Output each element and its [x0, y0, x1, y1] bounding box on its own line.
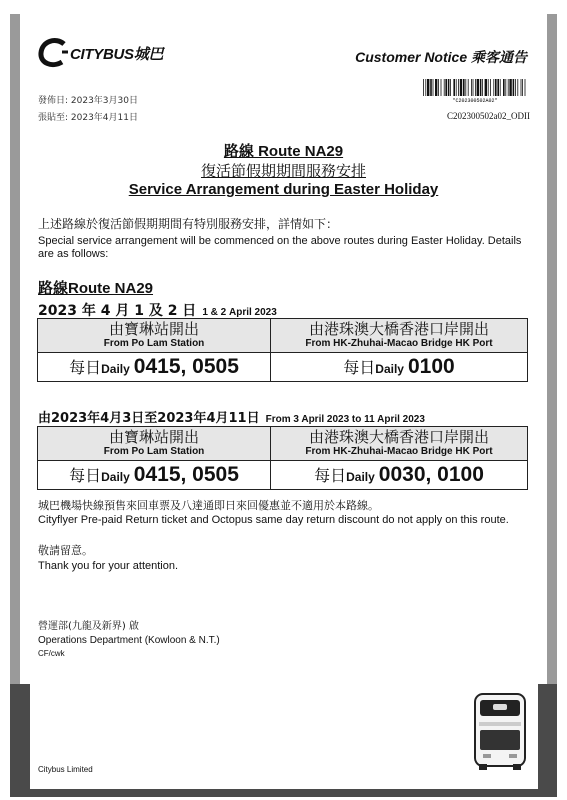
barcode-bar: [465, 79, 466, 96]
schedule-1-col2-header: 由港珠澳大橋香港口岸開出 From HK-Zhuhai-Macao Bridge HK Port: [271, 319, 528, 353]
barcode-bar: [425, 79, 426, 96]
barcode-bar: [458, 79, 459, 96]
post-until-date: 張貼至: 2023年4月11日: [38, 113, 138, 123]
schedule-1-table: [37, 318, 528, 382]
barcode-bar: [438, 79, 439, 96]
schedule-1-col2-times: 每日Daily 0100: [271, 353, 528, 382]
barcode-bar: [522, 79, 523, 96]
barcode-bar: [488, 79, 489, 96]
barcode-text: *C202300502A02*: [452, 98, 498, 103]
remark-en: Cityflyer Pre-paid Return ticket and Octopus same day return discount do not apply on this route.: [38, 514, 509, 526]
barcode-bar: [456, 79, 457, 96]
barcode-bar: [525, 79, 526, 96]
schedule-1-col1-header: 由寶琳站開出 From Po Lam Station: [38, 319, 271, 353]
intro-zh: 上述路線於復活節假期期間有特別服務安排，詳情如下：: [38, 217, 339, 231]
barcode-bar: [445, 79, 447, 96]
barcode-bar: [473, 79, 474, 96]
barcode-bar: [493, 79, 494, 96]
barcode-bar: [463, 79, 465, 96]
customer-notice-label: Customer Notice 乘客通告: [355, 49, 527, 65]
barcode-icon: [422, 79, 528, 103]
schedule-1-date-en: 1 & 2 April 2023: [202, 307, 277, 318]
thanks-zh: 敬請留意。: [38, 544, 93, 557]
section-title: 路線Route NA29: [38, 280, 154, 297]
footer-company: Citybus Limited: [38, 765, 93, 774]
barcode-bar: [441, 79, 442, 96]
schedule-2-col2-times: 每日Daily 0030, 0100: [271, 461, 528, 490]
barcode-bar: [513, 79, 515, 96]
barcode-bar: [471, 79, 472, 96]
barcode-bar: [495, 79, 497, 96]
barcode-bar: [477, 79, 479, 96]
barcode-bar: [485, 79, 487, 96]
barcode-bar: [508, 79, 509, 96]
barcode-bar: [490, 79, 491, 96]
schedule-2-table: [37, 426, 528, 490]
barcode-bar: [497, 79, 499, 96]
citybus-swoosh-icon: [38, 38, 68, 68]
signoff-zh: 營運部(九龍及新界) 啟: [38, 621, 139, 632]
barcode-bar: [521, 79, 522, 96]
barcode-bar: [515, 79, 516, 96]
barcode-bar: [435, 79, 437, 96]
title-zh: 復活節假期期間服務安排: [200, 162, 366, 180]
barcode-bar: [450, 79, 451, 96]
signoff-ref: CF/cwk: [38, 649, 65, 658]
barcode-bar: [482, 79, 483, 96]
schedule-2-col1-header: 由寶琳站開出 From Po Lam Station: [38, 427, 271, 461]
intro-en: Special service arrangement will be commenced on the above routes during Easter Holiday. Details are as follows:: [38, 235, 522, 260]
barcode-bar: [423, 79, 424, 96]
signoff-en: Operations Department (Kowloon & N.T.): [38, 635, 220, 646]
schedule-2-date-en: From 3 April 2023 to 11 April 2023: [265, 414, 425, 425]
schedule-2-date-zh: 由2023年4月3日至2023年4月11日: [38, 411, 260, 426]
barcode-bar: [503, 79, 505, 96]
title-en: Service Arrangement during Easter Holiday: [128, 181, 439, 198]
schedule-1-date-zh: 2023 年 4 月 1 及 2 日: [38, 303, 197, 319]
brand-name: CITYBUS城巴: [70, 45, 164, 63]
barcode-bar: [517, 79, 518, 96]
remark-zh: 城巴機場快線預售來回車票及八達通即日來回優惠並不適用於本路線。: [38, 499, 379, 512]
thanks-en: Thank you for your attention.: [38, 560, 179, 572]
route-title: 路線 Route NA29: [223, 143, 344, 160]
notice-paper: [20, 14, 547, 791]
barcode-bar: [427, 79, 429, 96]
barcode-bar: [505, 79, 506, 96]
barcode-bar: [430, 79, 432, 96]
double-decker-bus-icon: [471, 692, 529, 772]
schedule-1-col1-times: 每日Daily 0415, 0505: [38, 353, 271, 382]
document-id: C202300502a02_ODII: [447, 111, 530, 121]
barcode-bar: [444, 79, 445, 96]
barcode-bar: [460, 79, 462, 96]
barcode-bar: [448, 79, 450, 96]
barcode-bar: [480, 79, 482, 96]
barcode-bar: [468, 79, 469, 96]
issue-date: 發佈日: 2023年3月30日: [38, 96, 138, 106]
schedule-2-col2-header: 由港珠澳大橋香港口岸開出 From HK-Zhuhai-Macao Bridge HK Port: [271, 427, 528, 461]
schedule-2-date: [38, 407, 425, 426]
barcode-bar: [509, 79, 511, 96]
citybus-logo: [38, 36, 163, 70]
footer-paper: [30, 684, 538, 789]
schedule-1-date: [38, 300, 277, 320]
barcode-bar: [433, 79, 434, 96]
schedule-2-col1-times: 每日Daily 0415, 0505: [38, 461, 271, 490]
barcode-bar: [453, 79, 455, 96]
barcode-bar: [475, 79, 476, 96]
barcode-bar: [500, 79, 501, 96]
